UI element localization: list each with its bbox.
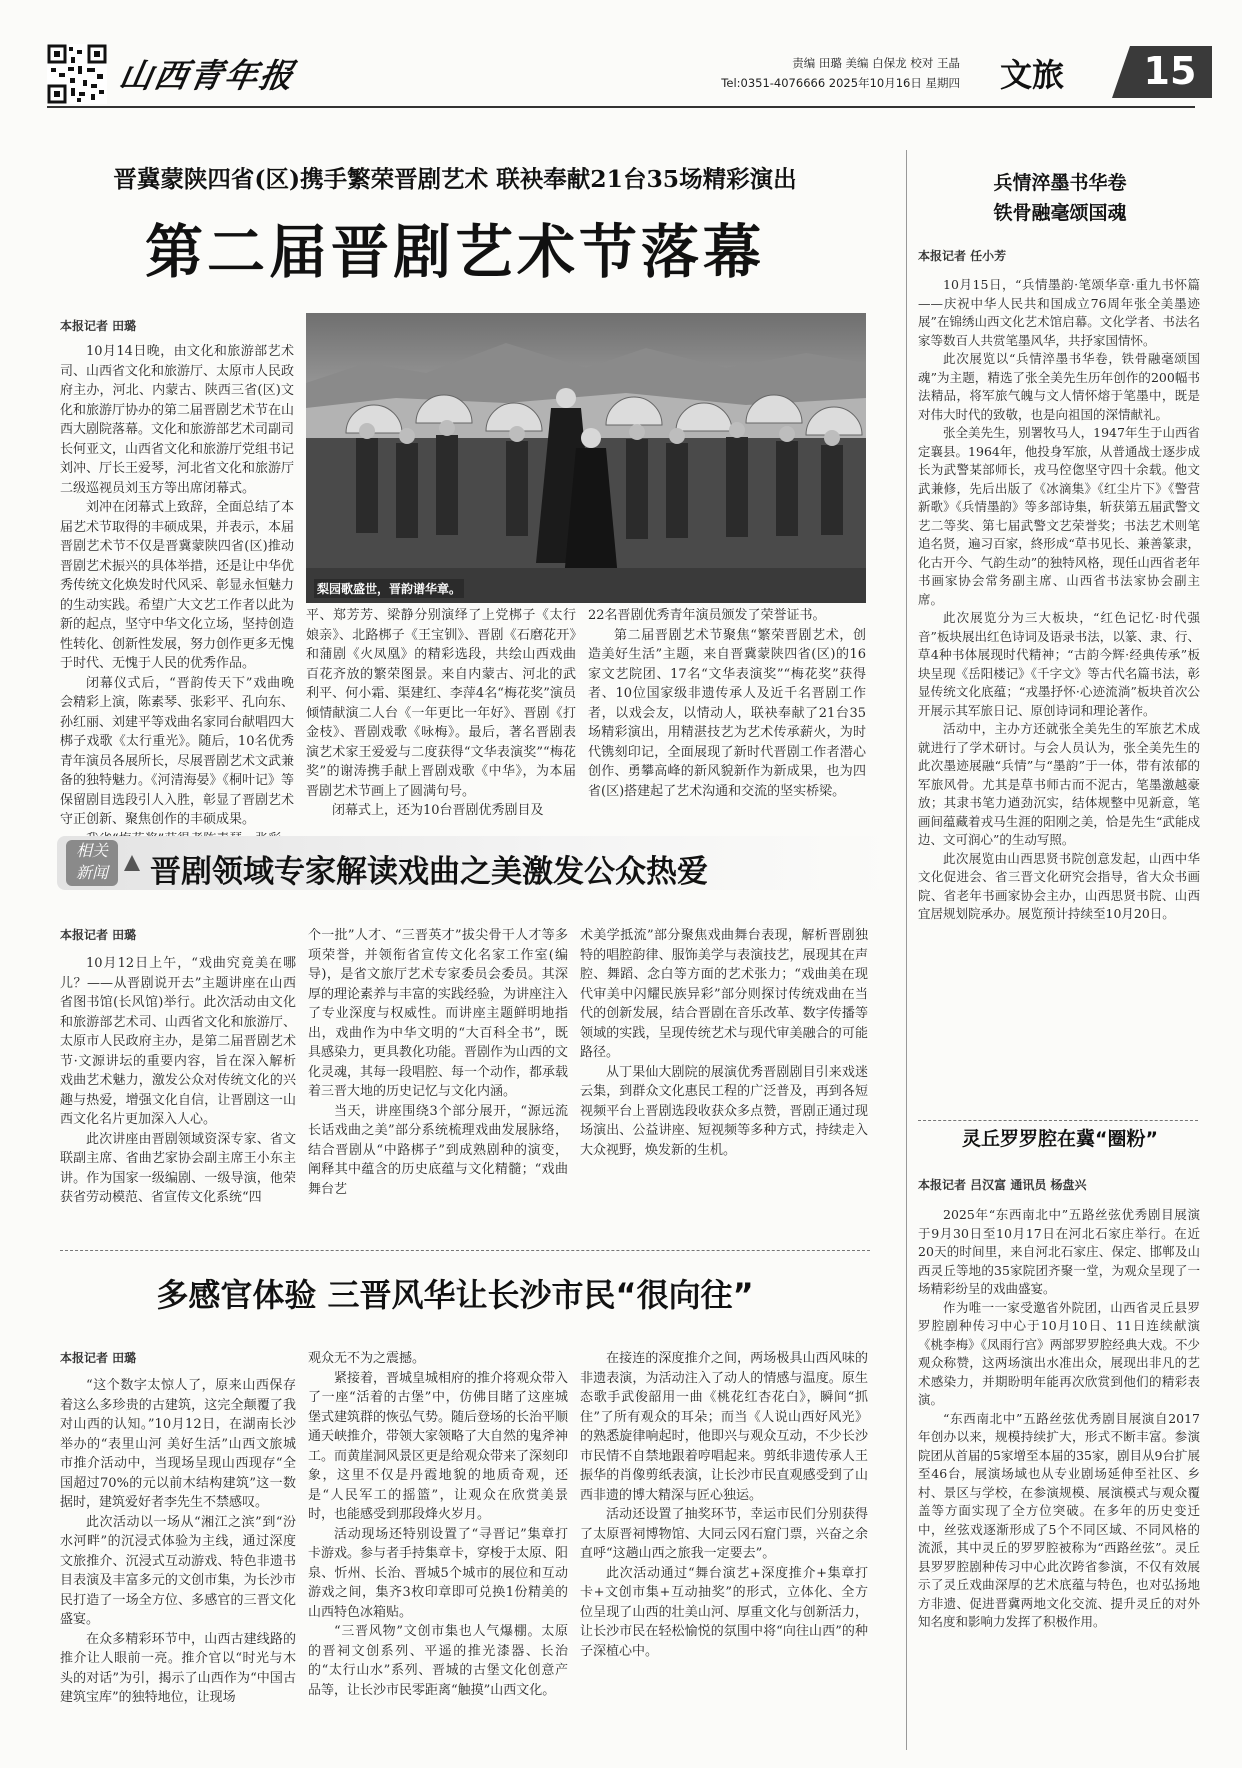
bottom-paragraph: “三晋风物”文创市集也人气爆棚。太原的晋祠文创系列、平遥的推光漆器、长治的“太行山水”系列、晋城的古堡文化创意产品等，让长沙市民零距离“触摸”山西文化。 xyxy=(308,1624,568,1698)
lead-byline: 本报记者 田璐 xyxy=(60,319,137,333)
qr-code-icon[interactable] xyxy=(47,44,107,104)
bottom-paragraph: 活动现场还特别设置了“寻晋记”集章打卡游戏。参与者手持集章卡，穿梭于太原、阳泉、忻州、长治、晋城5个城市的展位和互动游戏之间，集齐3枚印章即可兑换1份精美的山西特色冰箱贴。 xyxy=(308,1526,569,1620)
side1-paragraph: 此次展览分为三大板块，“红色记忆·时代强音”板块展出红色诗词及语录书法，以篆、隶、行、草4种书体展现时代精神；“古韵今辉·经典传承”板块呈现《岳阳楼记》《千字文》等古代名篇书法，彰显传统文化底蕴；“戎墨抒怀·心迹流淌”板块首次公开展示其军旅日记、原创诗词和理论著作。 xyxy=(918,610,1200,718)
lead-paragraph: 平、郑芳芳、梁静分别演绎了上党梆子《太行娘亲》、北路梆子《王宝钏》、晋剧《石磨花开》和蒲剧《火凤凰》的精彩选段，共绘山西戏曲百花齐放的繁荣图景。来自内蒙古、河北的武利平、何小霜、渠建红、李萍4名“梅花奖”演员倾情献演二人台《一年更比一年好》、晋剧《打金枝》、晋剧戏歌《咏梅》。最后，著名晋剧表演艺术家王爱爱与二度获得“文华表演奖”“梅花奖”的谢涛携手献上晋剧戏歌《中华》，为本届晋剧艺术节画上了圆满句号。 xyxy=(306,608,576,799)
side1-paragraph: 此次展览由山西思贤书院创意发起，山西中华文化促进会、省三晋文化研究会指导，省大众书画院、省老年书画家协会主办，山西思贤书院、山西宜居规划院承办。展览预计持续至10月20日。 xyxy=(918,850,1200,921)
related-col-3 xyxy=(580,926,868,1160)
bottom-paragraph: 活动还设置了抽奖环节，幸运市民们分别获得了太原晋祠博物馆、大同云冈石窟门票，兴奋之余直呼“这趟山西之旅我一定要去”。 xyxy=(580,1507,868,1561)
side2-paragraph: 2025年“东西南北中”五路丝弦优秀剧目展演于9月30日至10月17日在河北石家庄举行。在近20天的时间里，来自河北石家庄、保定、邯郸及山西灵丘等地的35家院团齐聚一堂，为观众呈现了一场精彩纷呈的戏曲盛宴。 xyxy=(918,1207,1200,1296)
related-col-1 xyxy=(60,954,296,1208)
masthead xyxy=(0,0,1242,110)
related-tag-line: 相关 xyxy=(75,841,108,860)
lead-col-3 xyxy=(588,606,866,801)
sidebar-divider xyxy=(906,150,907,1750)
side1-paragraph: 张全美先生，别署牧马人，1947年生于山西省定襄县。1964年，他投身军旅，从普通战士逐步成长为武警某部师长，戎马倥偬坚守四十余载。他文武兼修，先后出版了《冰滴集》《红尘片下》《警营新歌》《兵情墨韵》等多部诗集，斩获第五届武警文艺二等奖、第七届武警文艺荣誉奖；书法艺术则笔追名贤，遍习百家，終形成“草书见长、兼善篆隶，化古开今、气韵生动”的独特风格，现任山西省老年书画家协会常务副主席、山西省书法家协会副主席。 xyxy=(918,425,1200,607)
bottom-paragraph: 在众多精彩环节中，山西古建线路的推介让人眼前一亮。推介官以“时光与木头的对话”为引，揭示了山西作为“中国古建筑宝库”的独特地位，让现场 xyxy=(60,1631,296,1705)
lead-paragraph: 闭幕仪式后，“晋韵传天下”戏曲晚会精彩上演，陈素琴、张彩平、孔向东、孙红丽、刘建平等戏曲名家同台献唱四大梆子戏歌《太行重光》。随后，10名优秀青年演员各展所长，尽展晋剧艺术文武兼备的独特魅力。《河清海晏》《桐叶记》等保留剧目选段引人入胜，彰显了晋剧艺术守正创新、聚焦创作的丰硕成果。 xyxy=(60,675,295,827)
side1-title-line: 兵情淬墨书华卷 xyxy=(993,172,1127,194)
lead-col-1 xyxy=(60,342,294,849)
editor-credits: 责编 田璐 美编 白保龙 校对 王晶 xyxy=(792,56,960,70)
side1-paragraph: 此次展览以“兵情淬墨书华卷，铁骨融毫颂国魂”为主题，精选了张全美先生历年创作的200幅书法精品，将军旅气魄与文人情怀熔于笔墨中，既是对伟大时代的致敬，也是向祖国的深情献礼。 xyxy=(918,351,1200,422)
section-name: 文旅 xyxy=(1000,56,1065,94)
side2-paragraph: “东西南北中”五路丝弦优秀剧目展演自2017年创办以来，规模持续扩大，形式不断丰富。参演院团从首届的5家增至本届的35家，剧目从9台扩展至46台，展演场域也从专业剧场延伸至社区、乡村、景区与学校，在参演规模、展演模式与观众覆盖等方面实现了全方位突破。在多年的历史变迁中，丝弦戏逐渐形成了5个不同区域、不同风格的流派，其中灵丘的罗罗腔被称为“西路丝弦”。灵丘县罗罗腔剧种传习中心此次跨省参演，不仅有效展示了灵丘戏曲深厚的艺术底蕴与特色，也对弘扬地方非遗、促进晋冀两地文化交流、提升灵丘的对外知名度和影响力发挥了积极作用。 xyxy=(918,1410,1200,1629)
related-title: 晋剧领域专家解读戏曲之美激发公众热爱 xyxy=(150,854,708,890)
bottom-paragraph: “这个数字太惊人了，原来山西保存着这么多珍贵的古建筑，这完全颠覆了我对山西的认知。”10月12日，在湖南长沙举办的“表里山河 美好生活”山西文旅城市推介活动中，当现场呈现山西现存“全国超过70%的元以前木结构建筑”这一数据时，建筑爱好者李先生不禁感叹。 xyxy=(60,1378,296,1510)
related-paragraph: 个一批”人才、“三晋英才”拔尖骨干人才等多项荣誉，并领衔省宣传文化名家工作室(编导)，是省文旅厅艺术专家委员会委员。其深厚的理论素养与丰富的实践经验，为讲座注入了专业深度与权威性。而讲座主题鲜明地指出，戏曲作为中华文明的“大百科全书”，既具感染力，更具教化功能。晋剧作为山西的文化灵魂，其每一段唱腔、每一个动作，都承载着三晋大地的历史记忆与文化内涵。 xyxy=(308,928,569,1099)
masthead-rule xyxy=(47,106,1195,108)
related-paragraph: 10月12日上午，“戏曲究竟美在哪儿？——从晋剧说开去”主题讲座在山西省图书馆(长风馆)举行。此次活动由文化和旅游部艺术司、山西省文化和旅游厅、太原市人民政府主办，是第二届晋剧艺术节·文源讲坛的重要内容，旨在深入解析戏曲艺术魅力，激发公众对传统文化的兴趣与热爱，增强文化自信，让晋剧这一山西文化名片更加深入人心。 xyxy=(60,956,296,1127)
bottom-col-3 xyxy=(580,1349,868,1661)
side2-byline: 本报记者 吕汉富 通讯员 杨盘兴 xyxy=(918,1178,1087,1192)
related-paragraph: 术美学抵流”部分聚焦戏曲舞台表现，解析晋剧独特的唱腔韵律、服饰美学与表演技艺，展现其在声腔、舞蹈、念白等方面的艺术张力；“戏曲美在现代审美中闪耀民族异彩”部分则探讨传统戏曲在当代的创新发展，结合晋剧在音乐改革、数字传播等领域的实践，呈现传统艺术与现代审美融合的可能路径。 xyxy=(580,928,868,1060)
section-divider xyxy=(60,1250,870,1251)
sidebar-section-divider xyxy=(918,1120,1198,1121)
lead-paragraph: 22名晋剧优秀青年演员颁发了荣誉证书。 xyxy=(588,608,826,623)
side1-byline: 本报记者 任小芳 xyxy=(918,249,1007,263)
side2-body xyxy=(918,1206,1200,1632)
lead-paragraph: 闭幕式上，还为10台晋剧优秀剧目及 xyxy=(332,803,544,818)
side2-paragraph: 作为唯一一家受邀省外院团，山西省灵丘县罗罗腔剧种传习中心于10月10日、11日连续献演《桃李梅》《凤雨行宫》两部罗罗腔经典大戏。不少观众称赞，这两场演出水准出众，展现出非凡的艺术感染力，并期盼明年能再次欣赏到他们的精彩表演。 xyxy=(918,1299,1200,1407)
related-paragraph: 从丁果仙大剧院的展演优秀晋剧剧目引来戏迷云集，到群众文化惠民工程的广泛普及，再到各短视频平台上晋剧选段收获众多点赞，晋剧正通过现场演出、公益讲座、短视频等多种方式，持续走入大众视野，焕发新的生机。 xyxy=(580,1064,868,1158)
side2-title: 灵丘罗罗腔在冀“圈粉” xyxy=(962,1128,1158,1150)
side1-paragraph: 活动中，主办方还就张全美先生的军旅艺术成就进行了学术研讨。与会人员认为，张全美先生的此次墨迹展融“兵情”与“墨韵”于一体，带有浓郁的军旅风骨。尤其是草书师古而不泥古，笔墨激越豪放；其隶书笔力遒劲沉实，结体规整中见新意，笔画间蕴藏着戎马生涯的阳刚之美，恰是先生“武能戍边、文可润心”的生动写照。 xyxy=(918,721,1200,847)
side1-title xyxy=(915,168,1205,228)
related-tag xyxy=(66,840,118,886)
contact-date: Tel:0351-4076666 2025年10月16日 星期四 xyxy=(721,76,960,90)
side1-paragraph: 10月15日，“兵情墨韵·笔颂华章·重九书怀篇——庆祝中华人民共和国成立76周年张全美墨迹展”在锦绣山西文化艺术馆启幕。文化学者、书法名家等数百人共赏笔墨风华，共抒家国情怀。 xyxy=(918,277,1200,348)
related-col-2 xyxy=(308,926,568,1199)
bottom-paragraph: 此次活动以一场从“湘江之滨”到“汾水河畔”的沉浸式体验为主线，通过深度文旅推介、沉浸式互动游戏、特色非遗书目表演及丰富多元的文创市集，为长沙市民打造了一场全方位、多感官的三晋文化盛宴。 xyxy=(60,1514,296,1627)
lead-subtitle: 晋冀蒙陕四省(区)携手繁荣晋剧艺术 联袂奉献21台35场精彩演出 xyxy=(113,165,797,193)
stage-photo xyxy=(306,313,866,603)
bottom-paragraph: 紧接着，晋城皇城相府的推介将观众带入了一座“活着的古堡”中，仿佛目睹了这座城堡式建筑群的恢弘气势。随后登场的长治平顺通天峡推介，带领大家领略了大自然的鬼斧神工。而黄崖洞风景区更是给观众带来了深刻印象，这里不仅是丹霞地貌的地质奇观，还是“人民军工的摇篮”，让观众在欣赏美景时，也能感受到那段烽火岁月。 xyxy=(308,1370,569,1522)
bottom-byline: 本报记者 田璐 xyxy=(60,1351,137,1365)
page-number: 15 xyxy=(1143,49,1197,93)
related-byline: 本报记者 田璐 xyxy=(60,928,137,942)
side1-title-line: 铁骨融毫颂国魂 xyxy=(993,202,1127,224)
lead-title: 第二届晋剧艺术节落幕 xyxy=(144,218,765,286)
photo-caption: 梨园歌盛世，晋韵谱华章。 xyxy=(314,579,464,598)
lead-col-2 xyxy=(306,606,576,821)
bottom-title: 多感官体验 三晋风华让长沙市民“很向往” xyxy=(156,1276,754,1314)
bottom-paragraph: 观众无不为之震撼。 xyxy=(308,1351,426,1366)
bottom-paragraph: 此次活动通过“舞台演艺+深度推介+集章打卡+文创市集+互动抽奖”的形式，立体化、全方位呈现了山西的壮美山河、厚重文化与创新活力，让长沙市民在轻松愉悦的氛围中将“向往山西”的种子深植心中。 xyxy=(580,1565,868,1659)
bottom-col-1 xyxy=(60,1376,296,1708)
stage-illustration xyxy=(306,313,866,603)
related-tag-line: 新闻 xyxy=(75,863,108,882)
lead-paragraph: 第二届晋剧艺术节聚焦“繁荣晋剧艺术，创造美好生活”主题，来自晋冀蒙陕四省(区)的16家文艺院团、17名“文华表演奖”“梅花奖”获得者、10位国家级非遗传承人及近千名晋剧工作者，以戏会友，以情动人，联袂奉献了21台35场精彩演出，用精湛技艺为艺术传承薪火，为时代镌刻印记，全面展现了新时代晋剧工作者潜心创作、勇攀高峰的新风貌新作为新成果，也为四省(区)搭建起了艺术沟通和交流的坚实桥梁。 xyxy=(588,627,866,799)
triangle-marker-icon xyxy=(123,854,141,872)
related-paragraph: 此次讲座由晋剧领域资深专家、省文联副主席、省曲艺家协会副主席王小东主讲。作为国家一级编剧、一级导演，他荣获省劳动模范、省宣传文化系统“四 xyxy=(60,1131,296,1205)
side1-body xyxy=(918,276,1200,924)
newspaper-logo: 山西青年报 xyxy=(116,56,299,95)
lead-paragraph: 10月14日晚，由文化和旅游部艺术司、山西省文化和旅游厅、太原市人民政府主办，河北、内蒙古、陕西三省(区)文化和旅游厅协办的第二届晋剧艺术节在山西大剧院落幕。文化和旅游部艺术司副司长何亚文，山西省文化和旅游厅党组书记刘冲、厅长王爱琴，河北省文化和旅游厅二级巡视员刘玉方等出席闭幕式。 xyxy=(60,344,295,496)
bottom-paragraph: 在接连的深度推介之间，两场极具山西风味的非遗表演，为活动注入了动人的情感与温度。原生态歌手武俊韶用一曲《桃花红杏花白》，瞬间“抓住”了所有观众的耳朵；而当《人说山西好风光》的熟悉旋律响起时，他即兴与观众互动，不少长沙市民情不自禁地跟着哼唱起来。剪纸非遗传承人王振华的肖像剪纸表演，让长沙市民直观感受到了山西非遗的博大精深与匠心独运。 xyxy=(580,1351,868,1503)
bottom-col-2 xyxy=(308,1349,568,1700)
related-paragraph: 当天，讲座围绕3个部分展开，“源远流长话戏曲之美”部分系统梳理戏曲发展脉络，结合晋剧从“中路梆子”到成熟剧种的演变，阐释其中蕴含的历史底蕴与文化精髓；“戏曲舞台艺 xyxy=(308,1103,568,1197)
lead-paragraph: 刘冲在闭幕式上致辞，全面总结了本届艺术节取得的丰硕成果，并表示，本届晋剧艺术节不仅是晋冀蒙陕四省(区)推动晋剧艺术振兴的具体举措，还是让中华优秀传统文化焕发时代风采、彰显永恒魅力的生动实践。希望广大文艺工作者以此为新的起点，坚守中华文化立场，坚持创造性转化、创新性发展，努力创作更多无愧于时代、无愧于人民的优秀作品。 xyxy=(60,500,295,671)
